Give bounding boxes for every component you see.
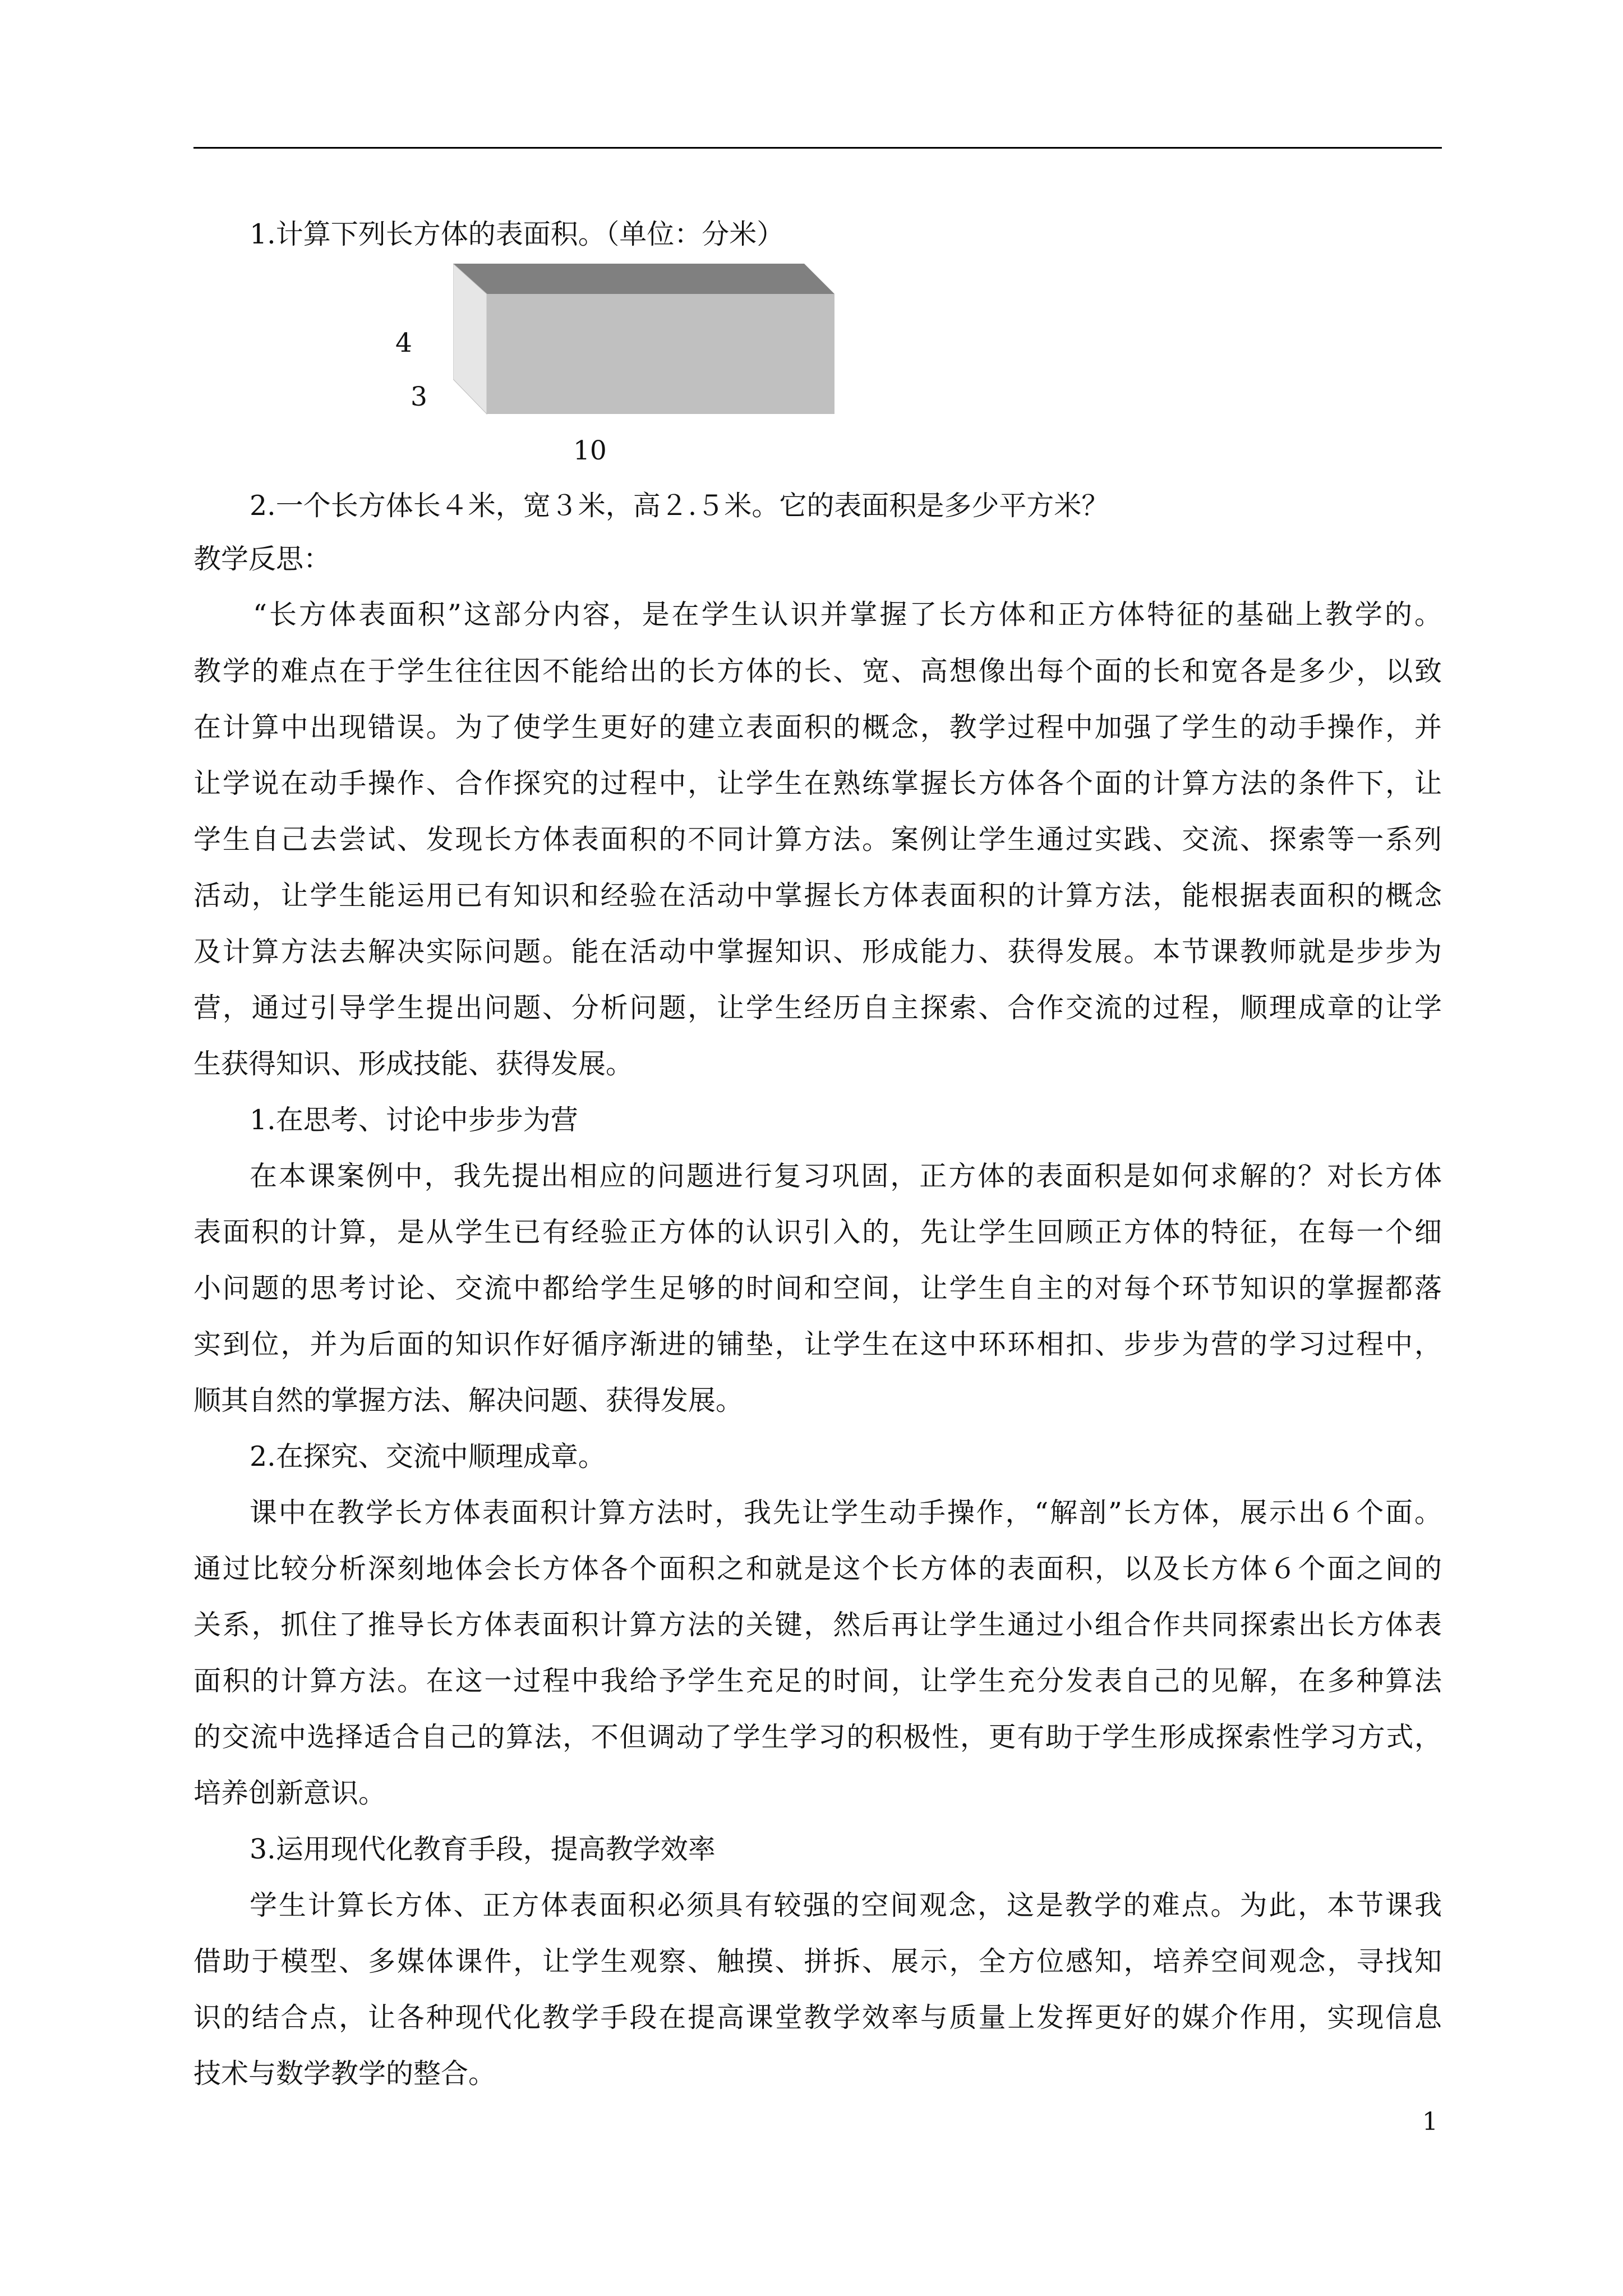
- section-1-line: 小问题的思考讨论、交流中都给学生足够的时间和空间，让学生自主的对每个环节知识的掌握都落: [193, 1272, 1442, 1304]
- exercise-2: 2.一个长方体长４米，宽３米，高２.５米。它的表面积是多少平方米？: [250, 490, 1109, 522]
- dim-height-label: 4: [395, 328, 412, 358]
- cuboid-top-face: [453, 264, 834, 294]
- header-rule: [193, 147, 1442, 149]
- section-2-line: 面积的计算方法。在这一过程中我给予学生充足的时间，让学生充分发表自己的见解，在多种算法: [193, 1665, 1442, 1697]
- intro-line: 营，通过引导学生提出问题、分析问题，让学生经历自主探索、合作交流的过程，顺理成章的让学: [193, 992, 1442, 1024]
- intro-line: 学生自己去尝试、发现长方体表面积的不同计算方法。案例让学生通过实践、交流、探索等一系列: [193, 823, 1442, 855]
- section-3-line: 技术与数学教学的整合。: [193, 2058, 496, 2090]
- section-3-line: 识的结合点，让各种现代化教学手段在提高课堂教学效率与质量上发挥更好的媒介作用，实现信息: [193, 2001, 1442, 2033]
- section-2-line: 课中在教学长方体表面积计算方法时，我先让学生动手操作，“解剖”长方体，展示出６个面。: [250, 1497, 1442, 1529]
- cuboid-front-face: [487, 294, 834, 414]
- section-2-line: 关系，抓住了推导长方体表面积计算方法的关键，然后再让学生通过小组合作共同探索出长方体表: [193, 1609, 1442, 1641]
- section-1-line: 实到位，并为后面的知识作好循序渐进的铺垫，让学生在这中环环相扣、步步为营的学习过程中，: [193, 1328, 1442, 1360]
- section-3-line: 借助于模型、多媒体课件，让学生观察、触摸、拼拆、展示，全方位感知，培养空间观念，寻找知: [193, 1945, 1442, 1977]
- section-1-line: 表面积的计算，是从学生已有经验正方体的认识引入的，先让学生回顾正方体的特征，在每一个细: [193, 1216, 1442, 1248]
- intro-line: 及计算方法去解决实际问题。能在活动中掌握知识、形成能力、获得发展。本节课教师就是步步为: [193, 936, 1442, 968]
- cuboid-diagram: [453, 263, 846, 421]
- section-1-line: 顺其自然的掌握方法、解决问题、获得发展。: [193, 1384, 744, 1416]
- reflection-heading: 教学反思：: [193, 543, 331, 575]
- intro-line: 教学的难点在于学生往往因不能给出的长方体的长、宽、高想像出每个面的长和宽各是多少，以致: [193, 655, 1442, 687]
- dim-width-label: 3: [411, 381, 427, 412]
- section-2-line: 的交流中选择适合自己的算法，不但调动了学生学习的积极性，更有助于学生形成探索性学习方式，: [193, 1721, 1442, 1753]
- section-2-title: 2.在探究、交流中顺理成章。: [250, 1441, 606, 1473]
- section-1-line: 在本课案例中，我先提出相应的问题进行复习巩固，正方体的表面积是如何求解的？对长方体: [250, 1160, 1442, 1192]
- dim-length-label: 10: [573, 435, 607, 466]
- intro-line: 在计算中出现错误。为了使学生更好的建立表面积的概念，教学过程中加强了学生的动手操作，并: [193, 711, 1442, 743]
- intro-line: 让学说在动手操作、合作探究的过程中，让学生在熟练掌握长方体各个面的计算方法的条件下，让: [193, 767, 1442, 799]
- page-number: 1: [1422, 2108, 1438, 2136]
- section-3-line: 学生计算长方体、正方体表面积必须具有较强的空间观念，这是教学的难点。为此，本节课我: [250, 1889, 1442, 1921]
- section-1-title: 1.在思考、讨论中步步为营: [250, 1104, 578, 1136]
- intro-line: “长方体表面积”这部分内容，是在学生认识并掌握了长方体和正方体特征的基础上教学的。: [253, 599, 1442, 631]
- intro-line: 生获得知识、形成技能、获得发展。: [193, 1048, 634, 1080]
- intro-line: 活动，让学生能运用已有知识和经验在活动中掌握长方体表面积的计算方法，能根据表面积的概念: [193, 880, 1442, 912]
- section-2-line: 通过比较分析深刻地体会长方体各个面积之和就是这个长方体的表面积，以及长方体６个面之间的: [193, 1553, 1442, 1585]
- exercise-1: 1.计算下列长方体的表面积。（单位：分米）: [250, 218, 785, 250]
- section-2-line: 培养创新意识。: [193, 1777, 386, 1809]
- section-3-title: 3.运用现代化教育手段，提高教学效率: [250, 1833, 716, 1865]
